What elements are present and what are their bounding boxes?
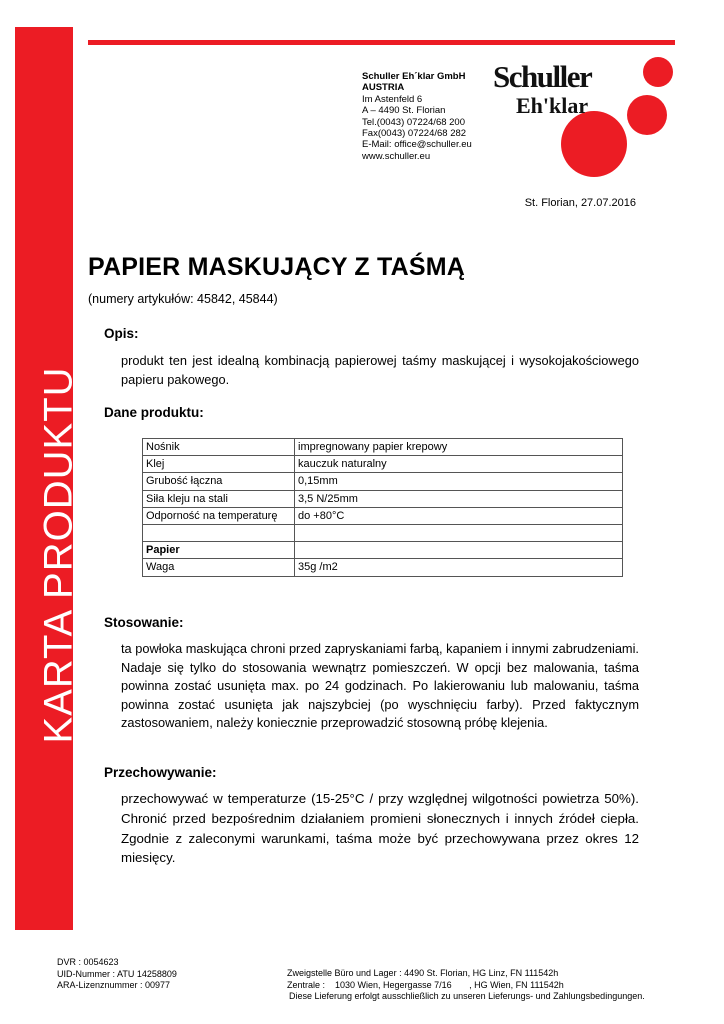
logo-text-ehklar: Eh'klar: [516, 93, 589, 118]
section-text-przechowywanie: przechowywać w temperaturze (15-25°C / przy względnej wilgotności powietrza 50%). Chronić przed bezpośrednim działaniem promieni słonecznych i innych źródeł ciepła. Zgodnie z zaleconymi warunkami, taśma może być przechowywana przez okres 12 miesięcy.: [121, 791, 639, 866]
document-date: St. Florian, 27.07.2016: [524, 197, 636, 209]
footer-terms-note: Diese Lieferung erfolgt ausschließlich zu unseren Lieferungs- und Zahlungsbedingungen.: [289, 991, 645, 1001]
address-street: Im Astenfeld 6: [362, 93, 423, 105]
section-heading-stosowanie: Stosowanie:: [104, 615, 184, 630]
table-row: [143, 473, 623, 490]
table-cell-property: Nośnik: [143, 439, 295, 456]
footer-uid: UID-Nummer : ATU 14258809: [57, 968, 177, 979]
footer-registration: [57, 957, 177, 992]
table-row: [143, 559, 623, 576]
footer-branches: [287, 968, 645, 1003]
company-country: AUSTRIA: [362, 82, 405, 94]
table-cell-property: [143, 524, 295, 541]
footer-branch-wien: Zentrale : 1030 Wien, Hegergasse 7/16 , HG Wien, FN 111542h: [287, 979, 564, 990]
company-name: Schuller Eh´klar GmbH: [362, 71, 466, 82]
logo-dot-large: [561, 111, 627, 177]
table-row: [143, 524, 623, 541]
table-cell-value: 0,15mm: [295, 473, 623, 490]
article-numbers: (numery artykułów: 45842, 45844): [88, 292, 278, 306]
table-cell-value: [295, 542, 623, 559]
footer-dvr: DVR : 0054623: [57, 957, 119, 967]
table-row: [143, 542, 623, 559]
company-address: [362, 71, 472, 162]
table-row: [143, 456, 623, 473]
section-heading-przechowywanie: Przechowywanie:: [104, 765, 217, 780]
document-title: PAPIER MASKUJĄCY Z TAŚMĄ: [88, 253, 466, 281]
sidebar-title: KARTA PRODUKTU: [36, 366, 81, 744]
logo-text-schuller: Schuller: [493, 59, 592, 94]
table-cell-property: Klej: [143, 456, 295, 473]
section-text-opis: produkt ten jest idealną kombinacją papierowej taśmy maskującej i wysokojakościowego papieru pakowego.: [121, 353, 639, 387]
company-logo: [490, 55, 680, 185]
table-cell-property: Odporność na temperaturę: [143, 507, 295, 524]
address-phone: Tel.(0043) 07224/68 200: [362, 116, 465, 128]
footer-branch-florian: Zweigstelle Büro und Lager : 4490 St. Florian, HG Linz, FN 111542h: [287, 968, 559, 978]
address-city: A – 4490 St. Florian: [362, 105, 446, 117]
address-email: E-Mail: office@schuller.eu: [362, 139, 472, 151]
table-row: [143, 507, 623, 524]
table-cell-value: [295, 524, 623, 541]
table-cell-value: 3,5 N/25mm: [295, 490, 623, 507]
table-cell-value: do +80°C: [295, 507, 623, 524]
section-text-stosowanie: ta powłoka maskująca chroni przed zapryskaniami farbą, kapaniem i innymi zabrudzeniami. Nadaje się tylko do stosowania wewnątrz pomieszczeń. W opcji bez malowania, taśma powinna zostać usunięta max. po 24 godzinach. Po lakierowaniu lub malowaniu, taśma powinna zostać usunięta jak najszybciej (po wyschnięciu farby). Przed faktycznym zastosowaniem, należy koniecznie przeprowadzić stosowną próbę klejenia.: [121, 641, 639, 730]
logo-dot-small: [643, 57, 673, 87]
product-data-table: [142, 438, 623, 577]
sidebar-band: [15, 27, 81, 930]
header-rule: [88, 40, 675, 45]
address-fax: Fax(0043) 07224/68 282: [362, 128, 467, 140]
table-cell-value: impregnowany papier krepowy: [295, 439, 623, 456]
table-cell-value: 35g /m2: [295, 559, 623, 576]
table-row: [143, 490, 623, 507]
section-heading-dane: Dane produktu:: [104, 405, 204, 420]
table-cell-value: kauczuk naturalny: [295, 456, 623, 473]
table-cell-property: Papier: [143, 542, 295, 559]
table-cell-property: Siła kleju na stali: [143, 490, 295, 507]
table-row: [143, 439, 623, 456]
table-cell-property: Waga: [143, 559, 295, 576]
logo-dot-medium: [627, 95, 667, 135]
section-heading-opis: Opis:: [104, 326, 139, 341]
address-website: www.schuller.eu: [362, 150, 431, 162]
table-cell-property: Grubość łączna: [143, 473, 295, 490]
footer-ara: ARA-Lizenznummer : 00977: [57, 980, 171, 990]
